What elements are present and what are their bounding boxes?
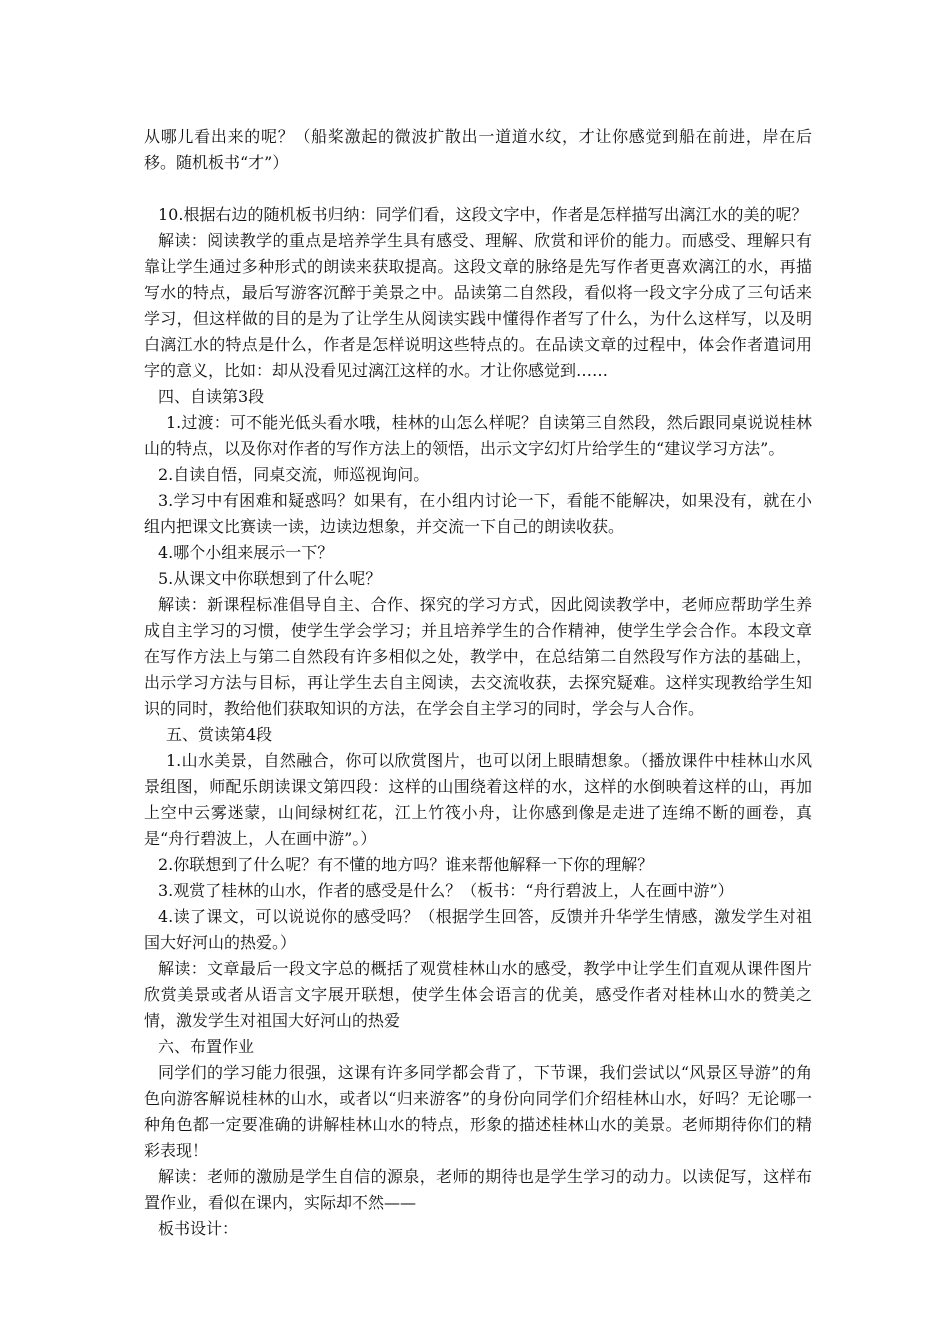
paragraph-step-3: 3.学习中有困难和疑惑吗？如果有，在小组内讨论一下，看能不能解决，如果没有，就在小组内把课文比赛读一读，边读边想象，并交流一下自己的朗读收获。 (144, 491, 812, 536)
paragraph-step-2: 2.自读自悟，同桌交流，师巡视询问。 (158, 465, 430, 484)
paragraph-commentary: 解读：阅读教学的重点是培养学生具有感受、理解、欣赏和评价的能力。而感受、理解只有靠让学生通过多种形式的朗读来获取提高。这段文章的脉络是先写作者更喜欢漓江的水，再描写水的特点，最后写游客沉醉于美景之中。品读第二自然段，看似将一段文字分成了三句话来学习，但这样做的目的是为了让学生从阅读实践中懂得作者写了什么，为什么这样写，以及明白漓江水的特点是什么，作者是怎样说明这些特点的。在品读文章的过程中，体会作者遣词用字的意义，比如：却从没看见过漓江这样的水。才让你感觉到…… (144, 231, 812, 380)
section-heading-6: 六、布置作业 (158, 1037, 255, 1056)
paragraph-step-1: 1.山水美景，自然融合，你可以欣赏图片，也可以闭上眼睛想象。（播放课件中桂林山水风景组图，师配乐朗读课文第四段：这样的山围绕着这样的水，这样的水倒映着这样的山，再加上空中云雾迷蒙，山间绿树红花，江上竹筏小舟，让你感到像是走进了连绵不断的画卷，真是“舟行碧波上，人在画中游”。） (144, 751, 812, 848)
paragraph-step-4: 4.哪个小组来展示一下？ (158, 543, 334, 562)
paragraph-continuation: 从哪儿看出来的呢？（船桨激起的微波扩散出一道道水纹，才让你感觉到船在前进，岸在后移。随机板书“才”） (144, 127, 812, 172)
paragraph-commentary: 解读：老师的激励是学生自信的源泉，老师的期待也是学生学习的动力。以读促写，这样布置作业，看似在课内，实际却不然—— (144, 1167, 812, 1212)
section-heading-5: 五、赏读第4段 (166, 725, 273, 744)
paragraph-step-10: 10.根据右边的随机板书归纳：同学们看，这段文字中，作者是怎样描写出漓江水的美的呢？ (158, 205, 808, 224)
document-page (144, 124, 812, 1242)
paragraph-step-5: 5.从课文中你联想到了什么呢？ (158, 569, 382, 588)
paragraph-homework: 同学们的学习能力很强，这课有许多同学都会背了，下节课，我们尝试以“风景区导游”的角色向游客解说桂林的山水，或者以“归来游客”的身份向同学们介绍桂林山水，好吗？无论哪一种角色都一定要准确的讲解桂林山水的特点，形象的描述桂林山水的美景。老师期待你们的精彩表现！ (144, 1063, 812, 1160)
paragraph-step-3: 3.观赏了桂林的山水，作者的感受是什么？（板书：“舟行碧波上，人在画中游”） (158, 881, 734, 900)
paragraph-step-4: 4.读了课文，可以说说你的感受吗？（根据学生回答，反馈并升华学生情感，激发学生对祖国大好河山的热爱。） (144, 907, 812, 952)
paragraph-step-1: 1.过渡：可不能光低头看水哦，桂林的山怎么样呢？自读第三自然段，然后跟同桌说说桂林山的特点，以及你对作者的写作方法上的领悟，出示文字幻灯片给学生的“建议学习方法”。 (144, 413, 812, 458)
paragraph-step-2: 2.你联想到了什么呢？有不懂的地方吗？谁来帮他解释一下你的理解？ (158, 855, 654, 874)
paragraph-spacer (144, 176, 812, 202)
paragraph-commentary: 解读：文章最后一段文字总的概括了观赏桂林山水的感受，教学中让学生们直观从课件图片欣赏美景或者从语言文字展开联想，使学生体会语言的优美，感受作者对桂林山水的赞美之情，激发学生对祖国大好河山的热爱 (144, 959, 812, 1030)
paragraph-commentary: 解读：新课程标准倡导自主、合作、探究的学习方式，因此阅读教学中，老师应帮助学生养成自主学习的习惯，使学生学会学习；并且培养学生的合作精神，使学生学会合作。本段文章在写作方法上与第二自然段有许多相似之处，教学中，在总结第二自然段写作方法的基础上，出示学习方法与目标，再让学生去自主阅读，去交流收获，去探究疑难。这样实现教给学生知识的同时，教给他们获取知识的方法，在学会自主学习的同时，学会与人合作。 (144, 595, 812, 718)
section-heading-4: 四、自读第3段 (158, 387, 265, 406)
board-design-heading: 板书设计： (158, 1219, 239, 1238)
